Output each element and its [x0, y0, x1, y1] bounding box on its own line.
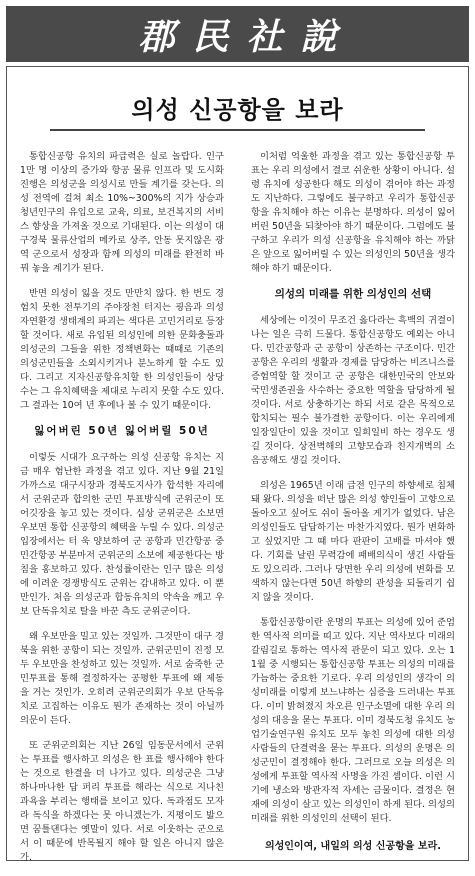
left-paragraph-4: 왜 우보만을 밀고 있는 것일까. 그것만이 대구 경북을 위한 공항이 되는 것일까. 군위군민이 진정 모두 우보만을 찬성하고 있는 것일까. 서로 숨죽한 군민투표를 통해 결정하자는 공평한 투표에 왜 제동을 거는 것인가. 오히려 군위군의회가 우보 단독유치로 고집하는 이유도 뭔가 존재하는 것이 아닐까 의문이 든다. [20, 631, 224, 726]
closing-line: 의성인이여, 내일의 의성 신공항을 보라. [264, 841, 442, 852]
right-paragraph-3: 의성은 1965년 이래 급전 인구의 하향세로 침체돼 왔다. 의성을 떠난 많은 의성 향인들이 고향으로 돌아오고 싶어도 쉬이 돌아올 게기가 없었다. 남은 의성인들도 답답하기는 마찬가지였다. 뭔가 변화하고 싶었지만 그 때 마다 판판이 고배를 마셔야 했다. 기회를 날린 무력감에 패배의식이 생긴 사람들도 있으리라. 그러나 당면한 우리 의성에 변화를 모색하지 않는다면 50년 하향의 관성을 되돌리기 쉽지 않을 것이다. [251, 480, 455, 603]
left-paragraph-3: 이렇듯 시대가 요구하는 의성 신공항 유치는 지금 매우 험난한 과정을 겪고 있다. 지난 9월 21일 가까스로 대구시장과 경북도지사가 합석한 자리에서 군위군과 합의한 군민 투표방식에 군위군이 또 어깃장을 놓고 있는 것이다. 심상 군위군은 소보면 우보면 통합 신공항의 혜택을 누릴 수 있다. 의성군 입장에서는 터 욱 양보하여 군 공항과 민간항공 중 민간항공 부분마저 군위군의 소보에 제공한다는 방침을 홍보하고 있다. 찬성률이란는 인구 많은 의성에 이려운 경쟁방식도 군위는 감내하고 있다. 이 뿐 만인가. 처음 의성군과 합동유치의 약속을 깨고 우보 단독유치로 탈을 바꾼 측도 군위군이다. [20, 452, 224, 617]
left-column [20, 150, 224, 876]
left-paragraph-5: 또 군위군의회는 지난 26일 임동문서에서 군위는 투표를 행사하고 의성은 한 표를 행사해야 한다는 것으로 한결을 더 나가고 있다. 의성군은 그냥 하나마나한 답 퍼리 투표를 해라는 식으로 지나친 과욕을 부리는 행태를 보이고 있다. 독과점도 모자라 독식을 하겠다는 못 아니겠는가. 지평이도 밟으면 꿈틀댄다는 옛말이 있다. 서로 이웃하는 군으로서 이 때문에 반목될지 해야 할 일은 아니지 않은가. [20, 740, 224, 863]
article-headline: 의성 신공항을 보라 [131, 96, 344, 124]
right-column [251, 150, 455, 854]
right-paragraph-2: 세상에는 이것이 무조건 옳다라는 흑백의 귀결이 나는 일은 극히 드물다. 통합신공항도 예외는 아니다. 민간공항과 군 공항이 상존하는 구조이다. 민간공항은 우리의 생활과 경제를 담당하는 비즈니스를 증험역할 할 것이고 군 공항은 대한민국의 안보와 국민생존권을 사수하는 중요한 역할을 담당하게 될 것이다. 서로 상충하기는 하되 서로 같은 목적으로 합치되는 필수 불가결한 공항이다. 이는 우리에게 일장일단이 있을 것이고 일희일비 하는 경우도 생길 것이다. 상전벽해의 고향모습과 친지개벽의 소음공해도 생길 것이다. [251, 315, 455, 466]
headline-divider [50, 129, 425, 131]
masthead-banner [6, 6, 469, 62]
masthead-title: 郡民社說 [138, 15, 355, 58]
left-paragraph-2: 반면 의성이 잃을 것도 만만치 않다. 한 번도 경험치 못한 전투기의 주야장천 터지는 굉음과 의성 자연환경 생태계의 파괴는 색다른 고민거리로 등장할 것이다. 새로 유입된 의성인에 의한 문화충돌과 의성군의 그들을 위한 정책변화는 때때로 기존의 의성군민들을 소외시키거나 분노하게 할 수도 있다. 그리고 지자신공항유치할 한 의성인들이 상당수는 그 유치혜택을 제대로 누리지 못할 수도 있다. 그 결과는 10여 년 후에나 볼 수 있기 때문이다. [20, 288, 224, 411]
right-subheading: 의성의 미래를 위한 의성인의 선택 [274, 288, 432, 300]
right-paragraph-4: 통합신공항이란 운명의 투표는 의성에 있어 준엄한 역사적 의미를 띠고 있다. 지난 역사보다 미래의 갈림길로 통하는 역사적 관문이 되고 있다. 오는 11월 중 시행되는 통합신공항 투표는 의성의 미래를 가늠하는 중요한 기로다. 우리 의성인의 생각이 의성미래를 이렇게 보느냐하는 심증을 드러내는 투표다. 이미 밝혀졌지 차오른 인구소멸에 대한 우리 의성의 대응을 묻는 투표다. 이미 경북도청 유치도 농업기술연구원 유치도 모두 놓친 의성에 대한 의성사람들의 단결력을 묻는 투표다. 의성의 운명은 의성군민이 결정해야 한다. 그러므로 오늘 의성은 의성에게 투표할 역사적 사명을 가진 셈이다. 이런 시기에 냉소와 방관자적 자세는 금물이다. 결정은 현재에 의성이 살고 있는 의성인이 하게 된다. 의성의 미래를 위한 의성인의 선택이 된다. [251, 617, 455, 824]
left-subheading: 잃어버린 50년 잃어버릴 50년 [34, 425, 210, 437]
left-paragraph-1: 통합신공항 유치의 파급력은 실로 놀랍다. 인구 1만 명 이상의 증가와 항공 물류 인프라 및 도시화 진행은 의성군을 의성시로 만들 계기를 갖는다. 의성 전역에 걸쳐 최소 10%~300%의 지가 상승과 청년인구의 유입으로 교육, 의료, 보건복지의 서비스 향상을 가져올 것으로 기대된다. 이는 의성이 대구경북 물류산업의 메카로 상주, 안동 못지않은 광역 군으로서 성장과 함께 의성의 미래를 완전히 바꿔 놓을 계기가 된다. [20, 151, 224, 274]
right-paragraph-1: 이처럼 억울한 과정을 겪고 있는 통합신공항 투표는 우리 의성에서 결코 쉬운한 상황이 아니다. 설령 유치에 성공한다 해도 의성이 겪어야 하는 과정도 지난하다. 그렇에도 불구하고 우리가 통합신공항을 유치해야 하는 이유는 분명하다. 의성이 잃어버린 50년을 되찾아야 하기 때문이다. 그럼에도 불구하고 우리가 의성 신공항을 유치해야 하는 까닭은 앞으로 잃어버릴 수 있는 의성인의 50년을 생각해야 하기 때문이다. [251, 151, 455, 274]
